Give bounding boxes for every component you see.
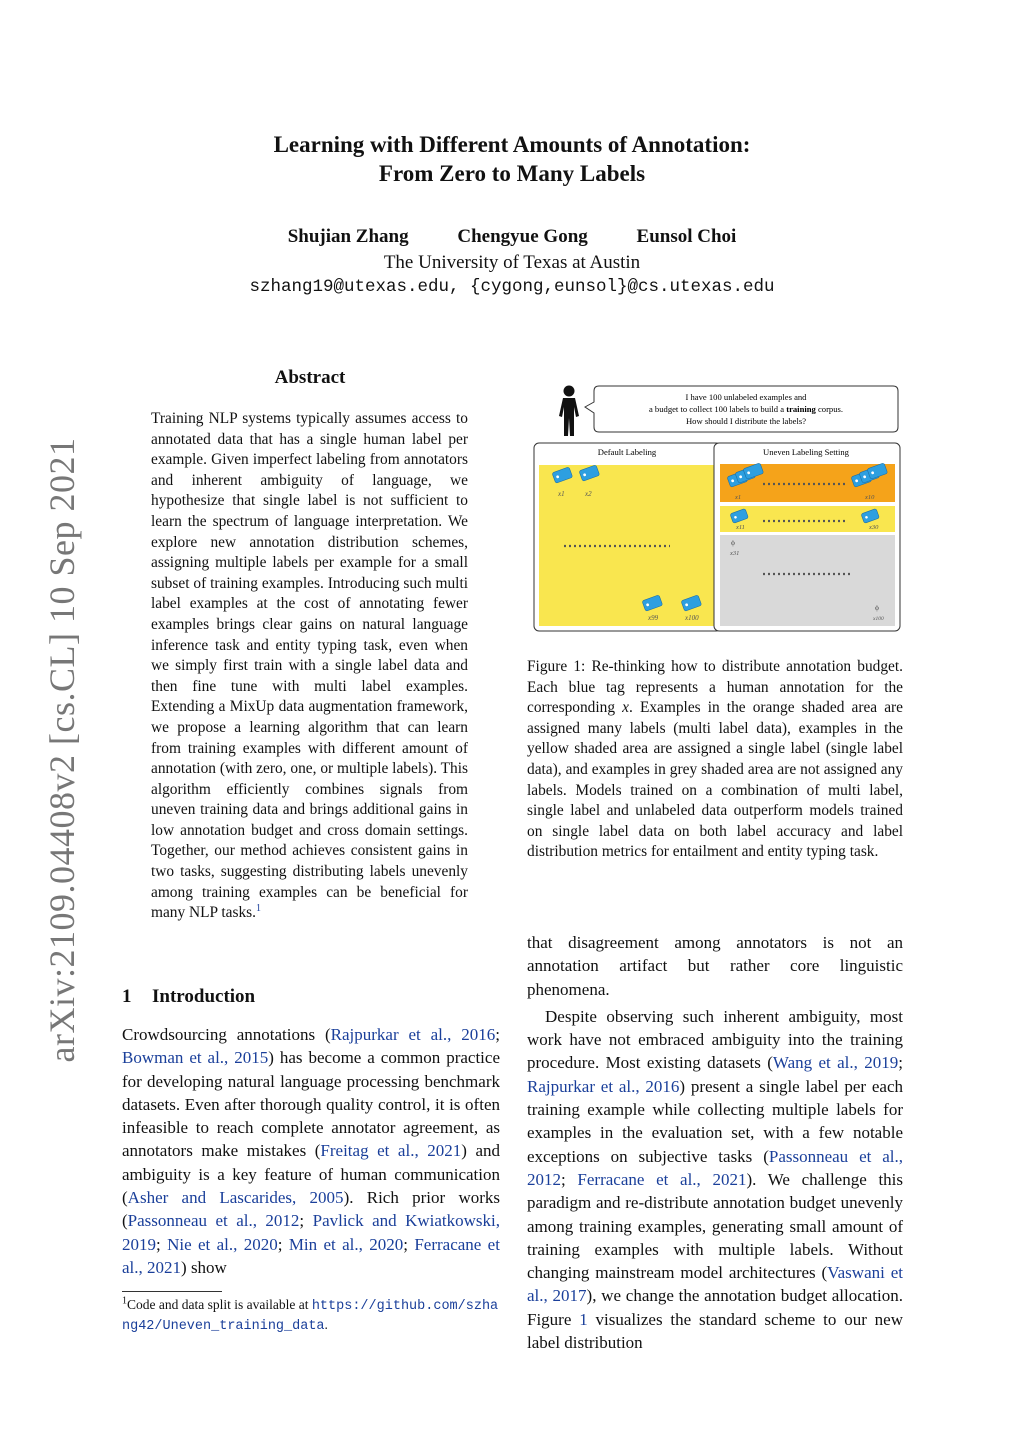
author-1: Shujian Zhang: [287, 226, 409, 247]
footnote-rule: [122, 1291, 222, 1292]
figure-1: [527, 380, 907, 635]
paragraph: [527, 1005, 903, 1354]
citation-link[interactable]: Ferracane et al., 2021: [122, 1234, 500, 1277]
abstract-body: [151, 409, 468, 924]
label-x99: x99: [648, 614, 659, 622]
citation-link[interactable]: Bowman et al., 2015: [122, 1048, 269, 1068]
body-text: ) present a single label per each training example while collecting multiple labels for examples in the evaluation set, with a few notable exceptions on subjective tasks (: [527, 1076, 903, 1166]
intro-text: ) and ambiguity is a key feature of human communication (: [122, 1141, 500, 1208]
footnote: [122, 1296, 500, 1336]
paragraph: that disagreement among annotators is not an annotation artifact but rather core linguistic phenomena.: [527, 933, 903, 999]
citation-link[interactable]: Wang et al., 2019: [772, 1053, 899, 1073]
caption-variable: x: [622, 699, 629, 717]
section-heading-introduction: [122, 986, 255, 1008]
label-rx100: x100: [873, 616, 884, 622]
person-icon: [559, 386, 579, 437]
citation-link[interactable]: Asher and Lascarides, 2005: [127, 1188, 344, 1208]
citation-link[interactable]: Rajpurkar et al., 2016: [330, 1025, 496, 1044]
phi-symbol: ϕ: [731, 538, 735, 547]
speech-line-1: I have 100 unlabeled examples and: [685, 392, 807, 402]
label-x100: x100: [685, 614, 699, 622]
label-rx31: x31: [730, 550, 740, 557]
panel-default-labeling: [534, 443, 721, 631]
body-text: ), we change the annotation budget allocation. Figure: [527, 1286, 903, 1329]
citation-link[interactable]: Vaswani et al., 2017: [527, 1263, 904, 1306]
citation-link[interactable]: Passonneau et al., 2012: [127, 1211, 300, 1231]
section-title: Introduction: [152, 986, 256, 1007]
intro-text: ) has become a common practice for developing natural language processing benchmark datasets. Even after thorough quality control, it is often infeasible to reach complete annotator agreement, as annotators make mistakes (: [122, 1048, 500, 1161]
label-rx1: x1: [735, 494, 742, 501]
citation-link[interactable]: Freitag et al., 2021: [320, 1141, 462, 1161]
body-text: ). We challenge this paradigm and re-distribute annotation budget unevenly among training examples, generating small amount of training examples with multiple labels. Without changing mainstream model architectures (: [527, 1169, 904, 1283]
abstract-text: Training NLP systems typically assumes access to annotated data that has a single human label per example. Given imperfect labeling from annotators and inherent ambiguity of language, we hypothesize that single label is not sufficient to learn the spectrum of language interpretation. We explore new annotation distribution schemes, assigning multiple labels per example for a small subset of training examples. Introducing such multi label examples at the cost of annotating fewer examples brings clear gains on natural language inference task and entity typing task, even when we simply first train with a single label data and then fine tune with multi label examples. Extending a MixUp data augmentation framework, we propose a learning algorithm that can learn from training examples with different amount of annotation (with zero, one, or multiple labels). This algorithm efficiently combines signals from uneven training data and brings additional gains in low annotation budget and cross domain settings. Together, our method achieves consistent gains in two tasks, suggesting distributing labels unevenly among training examples can be beneficial for many NLP tasks.: [151, 410, 468, 922]
intro-text: ) show: [181, 1257, 227, 1277]
body-text: ;: [898, 1053, 903, 1073]
author-2: Chengyue Gong: [457, 226, 588, 247]
body-text: Despite observing such inherent ambiguity, most work have not embraced ambiguity into the training procedure. Most existing datasets (: [527, 1006, 903, 1073]
abstract-footnote-mark[interactable]: 1: [256, 903, 262, 915]
panel-right-title: Uneven Labeling Setting: [763, 447, 849, 457]
speech-line-2: a budget to collect 100 labels to build a training corpus.: [648, 404, 844, 414]
speech-line-3: How should I distribute the labels?: [685, 416, 807, 426]
panel-left-title: Default Labeling: [597, 447, 657, 457]
section-number: 1: [122, 986, 132, 1007]
author-3: Eunsol Choi: [636, 226, 737, 247]
author-list: [0, 226, 1024, 248]
affiliation: The University of Texas at Austin: [383, 252, 641, 273]
citation-link[interactable]: Ferracane et al., 2021: [577, 1169, 747, 1189]
intro-text: Crowdsourcing annotations (: [122, 1025, 331, 1044]
footnote-text: Code and data split is available at: [127, 1297, 312, 1312]
figure-1-caption: [527, 657, 903, 863]
paper-title: [0, 130, 1024, 188]
title-line-2: From Zero to Many Labels: [378, 161, 646, 186]
body-text: ;: [561, 1169, 578, 1189]
citation-link[interactable]: Pavlick and Kwiatkowski, 2019: [122, 1211, 500, 1254]
right-column-text: [527, 931, 903, 1354]
citation-link[interactable]: Nie et al., 2020: [167, 1234, 278, 1254]
author-emails: szhang19@utexas.edu, {cygong,eunsol}@cs.utexas.edu: [249, 277, 775, 297]
caption-text: Figure 1: Re-thinking how to distribute annotation budget. Each blue tag represents a human annotation for the corresponding: [527, 658, 903, 717]
citation-link[interactable]: Passonneau et al., 2012: [527, 1146, 904, 1189]
arxiv-stamp: arXiv:2109.04408v2 [cs.CL] 10 Sep 2021: [42, 437, 82, 1063]
footnote-url[interactable]: https://github.com/szhang42/Uneven_training_data: [122, 1299, 499, 1334]
title-line-1: Learning with Different Amounts of Annotation:: [273, 132, 751, 157]
citation-link[interactable]: Rajpurkar et al., 2016: [527, 1076, 680, 1096]
label-rx30: x30: [869, 524, 879, 531]
figure-ref-link[interactable]: 1: [579, 1309, 588, 1329]
panel-uneven-labeling: [714, 443, 900, 631]
body-text: visualizes the standard scheme to our new label distribution: [527, 1309, 903, 1353]
intro-paragraph: Crowdsourcing annotations (Rajpurkar et al., 2016; Bowman et al., 2015) has become a common practice for developing natural language processing benchmark datasets. Even after thorough quality control, it is often infeasible to reach complete annotator agreement, as annotators make mistakes (Freitag et al., 2021) and ambiguity is a key feature of human communication (Asher and Lascarides, 2005). Rich prior works (Passonneau et al., 2012; Pavlick and Kwiatkowski, 2019; Nie et al., 2020; Min et al., 2020; Ferracane et al., 2021) show: [122, 1025, 501, 1277]
unlabeled-area: [720, 535, 895, 626]
label-x2: x2: [585, 490, 592, 498]
caption-text: . Examples in the orange shaded area are assigned many labels (multi label data), examples in the yellow shaded area are assigned a single label (single label data), and examples in grey shaded area are not assigned any labels. Models trained on a combination of multi label, single label and unlabeled data outperform models trained on single label data on both label accuracy and label distribution metrics for entailment and entity typing task.: [527, 699, 903, 861]
label-rx10: x10: [865, 494, 875, 501]
label-rx11: x11: [736, 524, 745, 531]
citation-link[interactable]: Min et al., 2020: [288, 1234, 404, 1254]
phi-symbol: ϕ: [875, 603, 879, 612]
label-x1: x1: [558, 490, 565, 498]
intro-text: ). Rich prior works (: [122, 1188, 500, 1231]
footnote-mark: 1: [122, 1295, 127, 1307]
footnote-end: .: [324, 1317, 328, 1332]
abstract-heading: Abstract: [274, 367, 346, 388]
intro-text: ;: [495, 1025, 501, 1044]
